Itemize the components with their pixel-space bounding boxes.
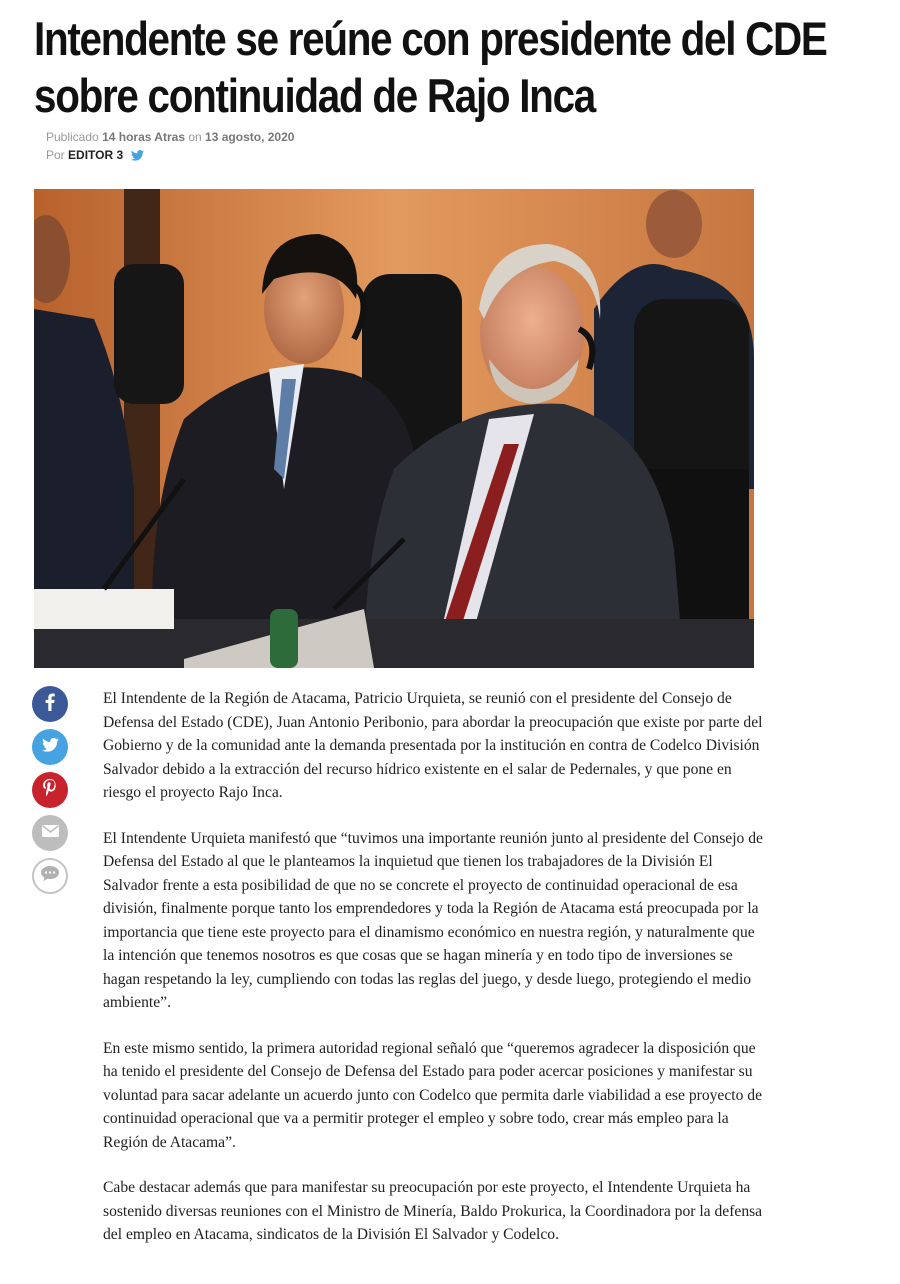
comment-button[interactable]	[32, 858, 68, 894]
relative-time: 14 horas Atras	[102, 130, 185, 144]
byline	[46, 148, 144, 164]
publish-info	[46, 130, 294, 144]
on-text: on	[188, 130, 202, 144]
facebook-icon	[45, 693, 55, 716]
email-icon	[42, 824, 59, 842]
headline-line-2: sobre continuidad de Rajo Inca	[34, 69, 595, 122]
pinterest-icon	[43, 779, 57, 802]
article-body	[103, 687, 763, 1269]
twitter-icon	[42, 738, 59, 757]
comment-icon	[41, 866, 59, 886]
facebook-share-button[interactable]	[32, 686, 68, 722]
article-paragraph: En este mismo sentido, la primera autoridad regional señaló que “queremos agradecer la disposición que ha tenido el presidente del Consejo de Defensa del Estado para poder acercar posiciones y manifestar su voluntad para sacar adelante un acuerdo junto con Codelco que permita darle viabilidad a ese proyecto de continuidad operacional que va a permitir proteger el empleo y sobre todo, crear más empleo para la Región de Atacama”.	[103, 1039, 762, 1151]
headline-line-1: Intendente se reúne con presidente del CDE	[34, 12, 827, 65]
article-paragraph: El Intendente Urquieta manifestó que “tuvimos una importante reunión junto al presidente del Consejo de Defensa del Estado al que le planteamos la inquietud que tienen los trabajadores de la División El Salvador frente a esta posibilidad de que no se concrete el proyecto de continuidad operacional de esa división, finalmente porque tanto los emprendedores y toda la Región de Atacama está preocupada por la importancia que tiene este proyecto para el dinamismo económico en nuestra región, y naturalmente que la intención que tenemos nosotros es que cosas que se hagan minería y en todo tipo de inversiones se hagan respetando la ley, cumpliendo con todas las reglas del juego, y desde luego, protegiendo el medio ambiente”.	[103, 829, 763, 1011]
article-photo	[34, 189, 754, 668]
by-prefix: Por	[46, 148, 65, 162]
article-paragraph: Cabe destacar además que para manifestar su preocupación por este proyecto, el Intendente Urquieta ha sostenido diversas reuniones con el Ministro de Minería, Baldo Prokurica, la Coordinadora por la defensa del empleo en Atacama, sindicatos de la División El Salvador y Codelco.	[103, 1179, 763, 1243]
published-prefix: Publicado	[46, 130, 99, 144]
article-headline	[34, 10, 827, 124]
publish-date: 13 agosto, 2020	[205, 130, 295, 144]
article-paragraph: El Intendente de la Región de Atacama, Patricio Urquieta, se reunió con el presidente del Consejo de Defensa del Estado (CDE), Juan Antonio Peribonio, para abordar la preocupación que existe por parte del Gobierno y de la comunidad ante la demanda presentada por la institución en contra de Codelco División Salvador debido a la extracción del recurso hídrico existente en el salar de Pedernales, y que pone en riesgo el proyecto Rajo Inca.	[103, 690, 763, 801]
pinterest-share-button[interactable]	[32, 772, 68, 808]
twitter-share-button[interactable]	[32, 729, 68, 765]
author-link[interactable]: EDITOR 3	[68, 148, 124, 162]
email-share-button[interactable]	[32, 815, 68, 851]
twitter-icon[interactable]	[131, 150, 144, 164]
